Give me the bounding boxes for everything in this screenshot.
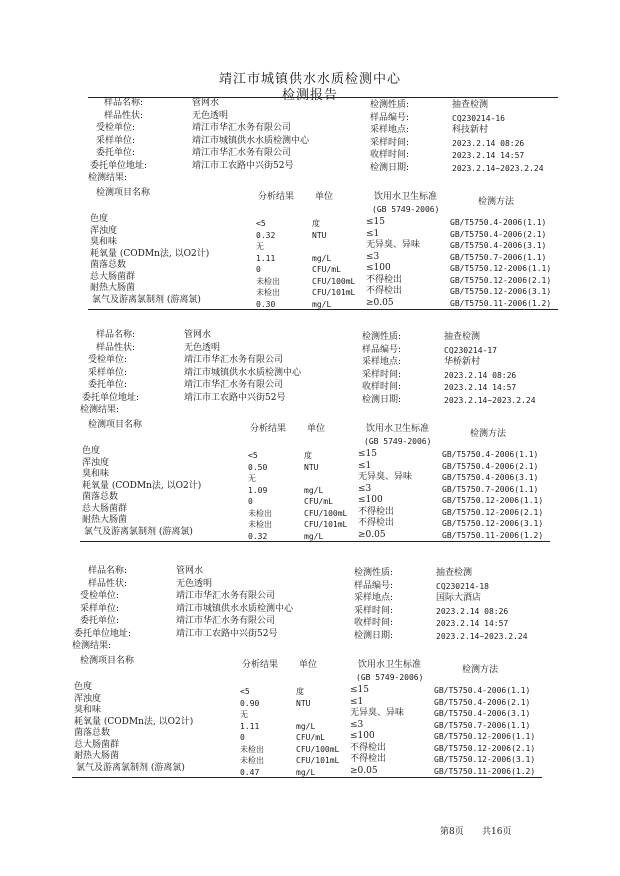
table-row-method: GB/T5750.12-2006(2.1) [434,743,536,753]
label-sample-site: 采样地点: [362,357,402,367]
table-row-unit: CFU/100mL [312,276,356,286]
label-receive-time: 收样时间: [362,382,402,392]
table-row-standard: ≤15 [358,449,377,459]
label-sample-site: 采样地点: [370,125,410,135]
value-sampler: 靖江市城镇供水水质检测中心 [176,603,294,614]
label-result: 检测结果: [88,173,128,183]
value-client: 靖江市华汇水务有限公司 [184,355,284,365]
table-row-result: 未检出 [240,744,264,754]
column-header-method: 检测方法 [462,665,499,675]
table-row-unit: CFU/mL [304,497,333,506]
table-row-unit: CFU/mL [296,733,325,742]
value-commissioner-addr: 靖江市工农路中兴街52号 [184,392,286,403]
table-row-method: GB/T5750.4-2006(1.1) [450,218,547,227]
table-row-unit: mg/L [312,253,332,263]
table-row-method: GB/T5750.4-2006(3.1) [450,241,547,250]
label-result: 检测结果: [72,641,112,651]
table-row-unit: mg/L [304,485,324,495]
block-divider [88,309,558,310]
table-row-standard: ≤100 [366,263,391,273]
value-test-date: 2023.2.14~2023.2.24 [452,163,544,173]
label-client: 受检单位: [80,591,120,601]
value-commissioner-addr: 靖江市工农路中兴街52号 [176,628,278,639]
value-commissioner: 靖江市华汇水务有限公司 [184,380,284,390]
label-sample-no: 样品编号: [370,112,410,123]
table-row-item-name: 耐热大肠菌 [82,515,128,525]
table-row-item-name: 臭和味 [90,237,118,247]
column-header-method: 检测方法 [470,429,507,439]
table-row-result: 未检出 [256,276,280,286]
table-row-method: GB/T5750.7-2006(1.1) [434,720,531,730]
value-commissioner: 靖江市华汇水务有限公司 [176,616,276,626]
table-row-standard: ≤3 [358,483,372,494]
table-row-method: GB/T5750.12-2006(1.1) [450,264,552,273]
table-row-result: 0.50 [248,462,268,472]
value-test-nature: 抽查检测 [436,568,473,578]
table-row-method: GB/T5750.12-2006(2.1) [442,507,544,517]
value-sample-no: CQ230214-18 [436,581,489,591]
table-row-result: 1.11 [240,721,260,731]
page-title: 靖江市城镇供水水质检测中心 [218,72,401,87]
column-header-standard-code: (GB 5749-2006) [364,437,432,446]
table-row-unit: CFU/100mL [296,744,340,754]
label-sample-time: 采样时间: [362,369,402,380]
table-row-item-name: 浑浊度 [74,693,102,704]
table-row-standard: ≤100 [358,495,383,505]
table-row-method: GB/T5750.11-2006(1.2) [442,530,544,540]
label-commissioner-addr: 委托单位地址: [74,628,132,639]
label-sample-name: 样品名称: [96,330,136,340]
column-header-standard: 饮用水卫生标准 [366,424,430,434]
label-test-nature: 检测性质: [370,100,410,110]
table-row-result: 未检出 [248,520,272,529]
value-sample-time: 2023.2.14 08:26 [436,606,509,616]
label-sampler: 采样单位: [96,135,136,146]
value-sample-no: CQ230214-16 [452,113,505,123]
table-row-standard: 不得检出 [350,742,387,753]
table-row-result: 未检出 [248,508,272,518]
column-header-result: 分析结果 [242,660,279,670]
table-row-method: GB/T5750.4-2006(1.1) [442,450,539,459]
table-row-standard: ≥0.05 [366,297,394,308]
label-sampler: 采样单位: [80,603,120,614]
label-sample-no: 样品编号: [354,580,394,591]
column-header-standard: 饮用水卫生标准 [358,660,422,670]
value-sample-name: 管网水 [184,330,212,340]
value-test-date: 2023.2.14~2023.2.24 [436,631,528,641]
value-commissioner: 靖江市华汇水务有限公司 [192,148,292,158]
table-row-item-name: 臭和味 [82,469,110,479]
table-row-item-name: 耗氧量 (CODMn法, 以O2计) [90,248,210,259]
value-sample-site: 科技新村 [452,125,489,135]
value-sampler: 靖江市城镇供水水质检测中心 [192,135,310,146]
label-test-nature: 检测性质: [354,568,394,578]
table-row-standard: 不得检出 [358,506,395,517]
table-row-standard: 不得检出 [366,274,403,285]
table-row-result: 1.09 [248,485,268,495]
table-row-method: GB/T5750.4-2006(2.1) [450,229,547,239]
column-header-result: 分析结果 [258,192,295,202]
table-row-item-name: 耐热大肠菌 [74,751,120,761]
table-row-item-name: 总大肠菌群 [74,739,120,750]
value-receive-time: 2023.2.14 14:57 [452,151,525,160]
column-header-unit: 单位 [299,660,318,670]
table-row-unit: CFU/100mL [304,508,348,518]
table-row-standard: ≤100 [350,731,375,741]
table-row-result: 0 [248,497,253,506]
table-row-standard: ≤3 [366,251,380,262]
table-row-result: 1.11 [256,253,276,263]
table-row-method: GB/T5750.4-2006(1.1) [434,686,531,695]
label-sample-time: 采样时间: [354,605,394,616]
table-row-item-name: 浑浊度 [82,457,110,468]
table-row-standard: 无异臭、异味 [358,472,413,482]
table-row-result: 0 [256,265,261,274]
value-sample-name: 管网水 [176,566,204,576]
value-sample-site: 华桥新村 [444,357,481,367]
table-row-item-name: 氯气及游离氯制剂 (游离氯) [76,762,185,773]
label-commissioner: 委托单位: [96,148,136,158]
table-row-unit: mg/L [296,721,316,731]
label-client: 受检单位: [96,123,136,133]
label-result: 检测结果: [80,405,120,415]
table-row-method: GB/T5750.4-2006(3.1) [434,709,531,718]
value-sample-state: 无色透明 [176,578,213,589]
value-receive-time: 2023.2.14 14:57 [436,619,509,628]
table-row-item-name: 色度 [74,682,93,692]
table-row-standard: ≤1 [366,228,380,239]
table-row-method: GB/T5750.7-2006(1.1) [450,252,547,262]
table-row-item-name: 臭和味 [74,705,102,715]
block-divider [72,777,542,778]
table-row-item-name: 色度 [90,214,109,224]
column-header-item: 检测项目名称 [80,656,135,666]
table-row-result: 无 [256,242,264,251]
table-row-item-name: 耗氧量 (CODMn法, 以O2计) [82,480,202,491]
table-row-item-name: 菌落总数 [74,728,111,738]
label-sample-site: 采样地点: [354,593,394,603]
table-row-item-name: 氯气及游离氯制剂 (游离氯) [92,294,201,305]
table-row-standard: ≤15 [366,217,385,227]
column-header-item: 检测项目名称 [88,420,143,430]
table-row-item-name: 菌落总数 [90,260,127,270]
label-test-nature: 检测性质: [362,332,402,342]
table-row-item-name: 总大肠菌群 [82,503,128,514]
label-commissioner-addr: 委托单位地址: [82,392,140,403]
table-row-unit: mg/L [304,531,324,541]
label-receive-time: 收样时间: [370,150,410,160]
table-row-result: 未检出 [240,756,264,765]
page-subtitle: 检测报告 [281,88,338,103]
table-row-standard: 不得检出 [350,754,387,764]
table-row-result: 无 [248,474,256,483]
label-sample-state: 样品性状: [104,110,144,121]
value-test-date: 2023.2.14~2023.2.24 [444,395,536,405]
value-commissioner-addr: 靖江市工农路中兴街52号 [192,160,294,171]
table-row-item-name: 菌落总数 [82,492,119,502]
label-sample-state: 样品性状: [96,342,136,353]
table-row-standard: ≤15 [350,685,369,695]
table-row-unit: 度 [312,219,320,228]
table-row-standard: 不得检出 [366,286,403,296]
value-client: 靖江市华汇水务有限公司 [176,591,276,601]
value-test-nature: 抽查检测 [444,332,481,342]
label-sample-name: 样品名称: [104,98,144,108]
column-header-result: 分析结果 [250,424,287,434]
label-receive-time: 收样时间: [354,618,394,628]
table-row-item-name: 耗氧量 (CODMn法, 以O2计) [74,716,194,727]
label-sample-no: 样品编号: [362,344,402,355]
table-row-standard: ≤1 [358,460,372,471]
table-row-unit: CFU/101mL [304,520,348,529]
column-header-standard: 饮用水卫生标准 [374,192,438,202]
column-header-standard-code: (GB 5749-2006) [356,673,424,682]
table-row-standard: ≥0.05 [358,529,386,540]
value-sample-site: 国际大酒店 [436,593,482,603]
label-test-date: 检测日期: [370,162,410,173]
label-commissioner: 委托单位: [88,380,128,390]
title-divider [88,97,558,98]
table-row-result: 0.47 [240,767,260,777]
table-row-item-name: 色度 [82,446,101,456]
table-row-method: GB/T5750.12-2006(1.1) [442,496,544,505]
value-sample-state: 无色透明 [184,342,221,353]
table-row-standard: 无异臭、异味 [366,240,421,250]
table-row-item-name: 氯气及游离氯制剂 (游离氯) [84,526,193,537]
table-row-result: 0 [240,733,245,742]
block-divider [80,541,550,542]
table-row-unit: CFU/101mL [312,288,356,297]
table-row-standard: 无异臭、异味 [350,708,405,718]
column-header-standard-code: (GB 5749-2006) [372,205,440,214]
table-row-method: GB/T5750.12-2006(2.1) [450,275,552,285]
table-row-result: <5 [240,687,250,696]
table-row-method: GB/T5750.12-2006(1.1) [434,732,536,741]
column-header-method: 检测方法 [478,197,515,207]
value-sample-name: 管网水 [192,98,220,108]
table-row-method: GB/T5750.12-2006(3.1) [442,519,544,528]
table-row-standard: 不得检出 [358,518,395,528]
table-row-unit: mg/L [312,299,332,309]
table-row-result: <5 [256,219,266,228]
table-row-result: 0.30 [256,299,276,309]
table-row-item-name: 耐热大肠菌 [90,283,136,293]
label-client: 受检单位: [88,355,128,365]
column-header-unit: 单位 [315,192,334,202]
label-sampler: 采样单位: [88,367,128,378]
value-sample-time: 2023.2.14 08:26 [452,138,525,148]
table-row-unit: NTU [296,698,311,708]
label-sample-time: 采样时间: [370,137,410,148]
label-test-date: 检测日期: [354,630,394,641]
table-row-item-name: 总大肠菌群 [90,271,136,282]
table-row-result: <5 [248,451,258,460]
column-header-unit: 单位 [307,424,326,434]
table-row-standard: ≤1 [350,696,364,707]
column-header-item: 检测项目名称 [96,188,151,198]
label-sample-name: 样品名称: [88,566,128,576]
label-commissioner-addr: 委托单位地址: [90,160,148,171]
table-row-result: 0.90 [240,698,260,708]
table-row-standard: ≤3 [350,719,364,730]
table-row-item-name: 浑浊度 [90,225,118,236]
table-row-method: GB/T5750.12-2006(3.1) [450,287,552,296]
table-row-method: GB/T5750.11-2006(1.2) [450,298,552,308]
table-row-unit: 度 [296,687,304,696]
value-receive-time: 2023.2.14 14:57 [444,383,517,392]
page-total: 共16页 [482,827,512,837]
table-row-method: GB/T5750.4-2006(3.1) [442,473,539,482]
value-client: 靖江市华汇水务有限公司 [192,123,292,133]
value-sampler: 靖江市城镇供水水质检测中心 [184,367,302,378]
table-row-method: GB/T5750.4-2006(2.1) [442,461,539,471]
table-row-unit: CFU/mL [312,265,341,274]
label-commissioner: 委托单位: [80,616,120,626]
value-sample-state: 无色透明 [192,110,229,121]
table-row-standard: ≥0.05 [350,765,378,776]
label-test-date: 检测日期: [362,394,402,405]
table-row-method: GB/T5750.4-2006(2.1) [434,697,531,707]
table-row-unit: CFU/101mL [296,756,340,765]
table-row-result: 无 [240,710,248,719]
table-row-unit: NTU [304,462,319,472]
table-row-unit: NTU [312,230,327,240]
page-number: 第8页 [440,827,464,837]
table-row-method: GB/T5750.7-2006(1.1) [442,484,539,494]
table-row-method: GB/T5750.11-2006(1.2) [434,766,536,776]
table-row-method: GB/T5750.12-2006(3.1) [434,755,536,764]
value-sample-time: 2023.2.14 08:26 [444,370,517,380]
value-test-nature: 抽查检测 [452,100,489,110]
table-row-result: 0.32 [256,230,276,240]
table-row-unit: 度 [304,451,312,460]
label-sample-state: 样品性状: [88,578,128,589]
table-row-result: 0.32 [248,531,268,541]
value-sample-no: CQ230214-17 [444,345,497,355]
table-row-result: 未检出 [256,288,280,297]
table-row-unit: mg/L [296,767,316,777]
